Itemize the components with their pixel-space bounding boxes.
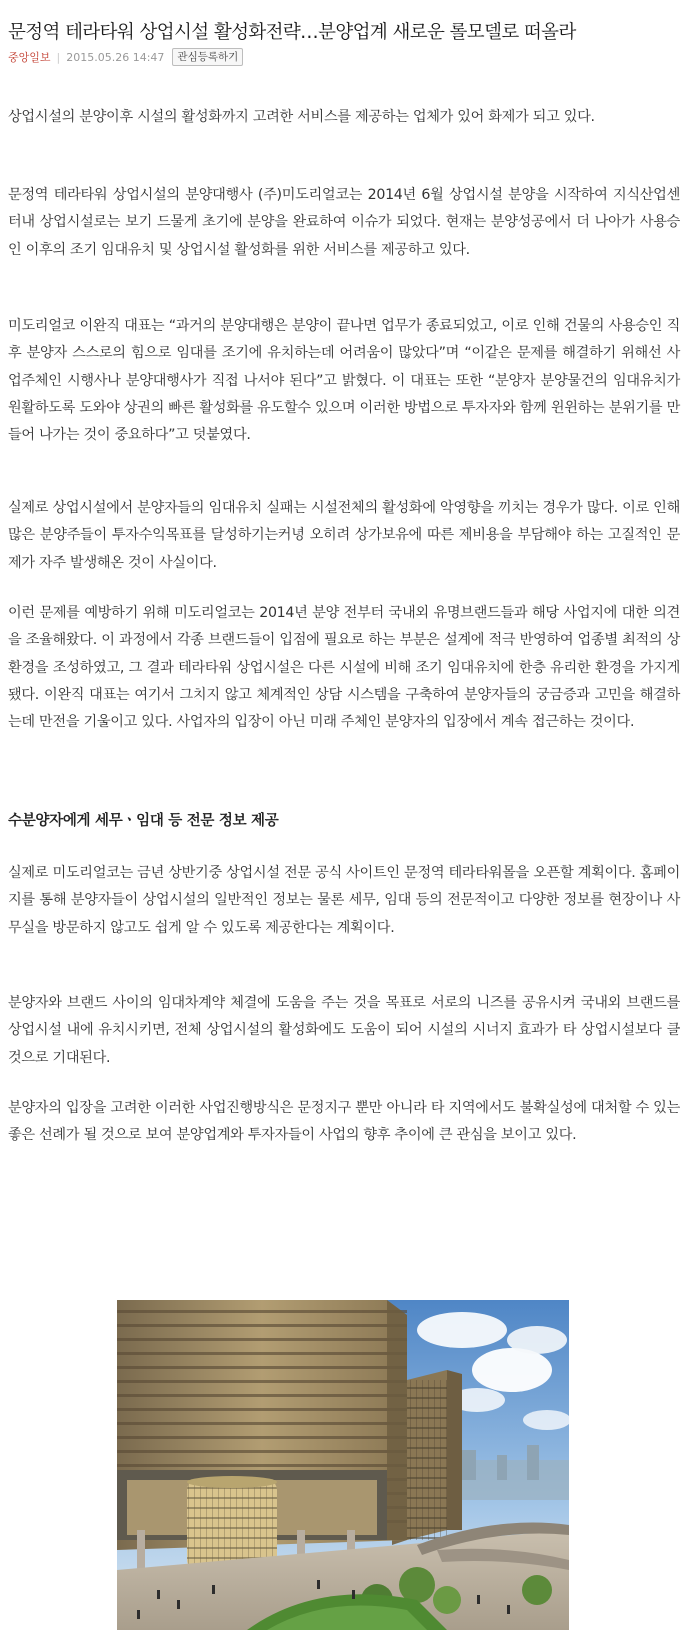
news-source[interactable]: 중앙일보 [8, 51, 51, 64]
article-headline: 문정역 테라타워 상업시설 활성화전략…분양업계 새로운 롤모델로 떠올라 [8, 22, 576, 43]
article-meta [8, 47, 243, 67]
terra-tower-illustration [117, 1300, 569, 1630]
building-rendering-image [117, 1300, 569, 1630]
publish-date: 2015.05.26 14:47 [66, 50, 165, 64]
article-paragraph: 문정역 테라타워 상업시설의 분양대행사 (주)미도리얼코는 2014년 6월 상업시설 분양을 시작하여 지식산업센터내 상업시설로는 보기 드물게 초기에 분양을 완료하여 이슈가 되었다. 현재는 분양성공에서 더 나아가 사용승인 이후의 조기 임대유치 및 상업시설 활성화를 위한 서비스를 제공하고 있다. [8, 187, 681, 258]
article-paragraph: 상업시설의 분양이후 시설의 활성화까지 고려한 서비스를 제공하는 업체가 있어 화제가 되고 있다. [8, 109, 595, 125]
article-paragraph: 분양자와 브랜드 사이의 임대차계약 체결에 도움을 주는 것을 목표로 서로의 니즈를 공유시켜 국내외 브랜드를 상업시설 내에 유치시키면, 전체 상업시설의 활성화에도 도움이 되어 시설의 시너지 효과가 타 상업시설보다 클 것으로 기대된다. [8, 995, 680, 1066]
article-paragraph: 실제로 상업시설에서 분양자들의 임대유치 실패는 시설전체의 활성화에 악영향을 끼치는 경우가 많다. 이로 인해 많은 분양주들이 투자수익목표를 달성하기는커녕 오히려 상가보유에 따른 제비용을 부담해야 하는 고질적인 문제가 자주 발생해온 것이 사실이다. [8, 500, 680, 571]
article-paragraph: 실제로 미도리얼코는 금년 상반기중 상업시설 전문 공식 사이트인 문정역 테라타워몰을 오픈할 계획이다. 홈페이지를 통해 분양자들이 상업시설의 일반적인 정보는 물론 세무, 임대 등의 전문적이고 다양한 정보를 현장이나 사무실을 방문하지 않고도 쉽게 알 수 있도록 제공한다는 계획이다. [8, 865, 680, 936]
article-paragraph: 미도리얼코 이완직 대표는 “과거의 분양대행은 분양이 끝나면 업무가 종료되었고, 이로 인해 건물의 사용승인 직후 분양자 스스로의 힘으로 임대를 조기에 유치하는데 어려움이 많았다”며 “이같은 문제를 해결하기 위해선 사업주체인 시행사나 분양대행사가 직접 나서야 된다”고 밝혔다. 이 대표는 또한 “분양자 분양물건의 임대유치가 원활하도록 도와야 상권의 빠른 활성화를 유도할수 있으며 이러한 방법으로 투자자와 함께 윈윈하는 분위기를 만들어 나가는 것이 중요하다”고 덧붙였다. [8, 318, 680, 444]
article-subheading: 수분양자에게 세무ㆍ임대 등 전문 정보 제공 [8, 813, 279, 829]
article-paragraph: 이런 문제를 예방하기 위해 미도리얼코는 2014년 분양 전부터 국내외 유명브랜드들과 해당 사업지에 대한 의견을 조율해왔다. 이 과정에서 각종 브랜드들이 입점에 필요로 하는 부분은 설계에 적극 반영하여 업종별 최적의 상환경을 조성하였고, 그 결과 테라타워 상업시설은 다른 시설에 비해 조기 임대유치에 한층 유리한 환경을 가지게 됐다. 이완직 대표는 여기서 그치지 않고 체계적인 상담 시스템을 구축하여 분양자들의 궁금증과 고민을 해결하는데 만전을 기울이고 있다. 사업자의 입장이 아닌 미래 주체인 분양자의 입장에서 계속 접근하는 것이다. [8, 605, 680, 731]
meta-divider: | [56, 50, 61, 64]
interest-register-button[interactable]: 관심등록하기 [172, 48, 243, 66]
article-paragraph: 분양자의 입장을 고려한 이러한 사업진행방식은 문정지구 뿐만 아니라 타 지역에서도 불확실성에 대처할 수 있는 좋은 선례가 될 것으로 보여 분양업계와 투자자들이 사업의 향후 추이에 큰 관심을 보이고 있다. [8, 1100, 680, 1144]
